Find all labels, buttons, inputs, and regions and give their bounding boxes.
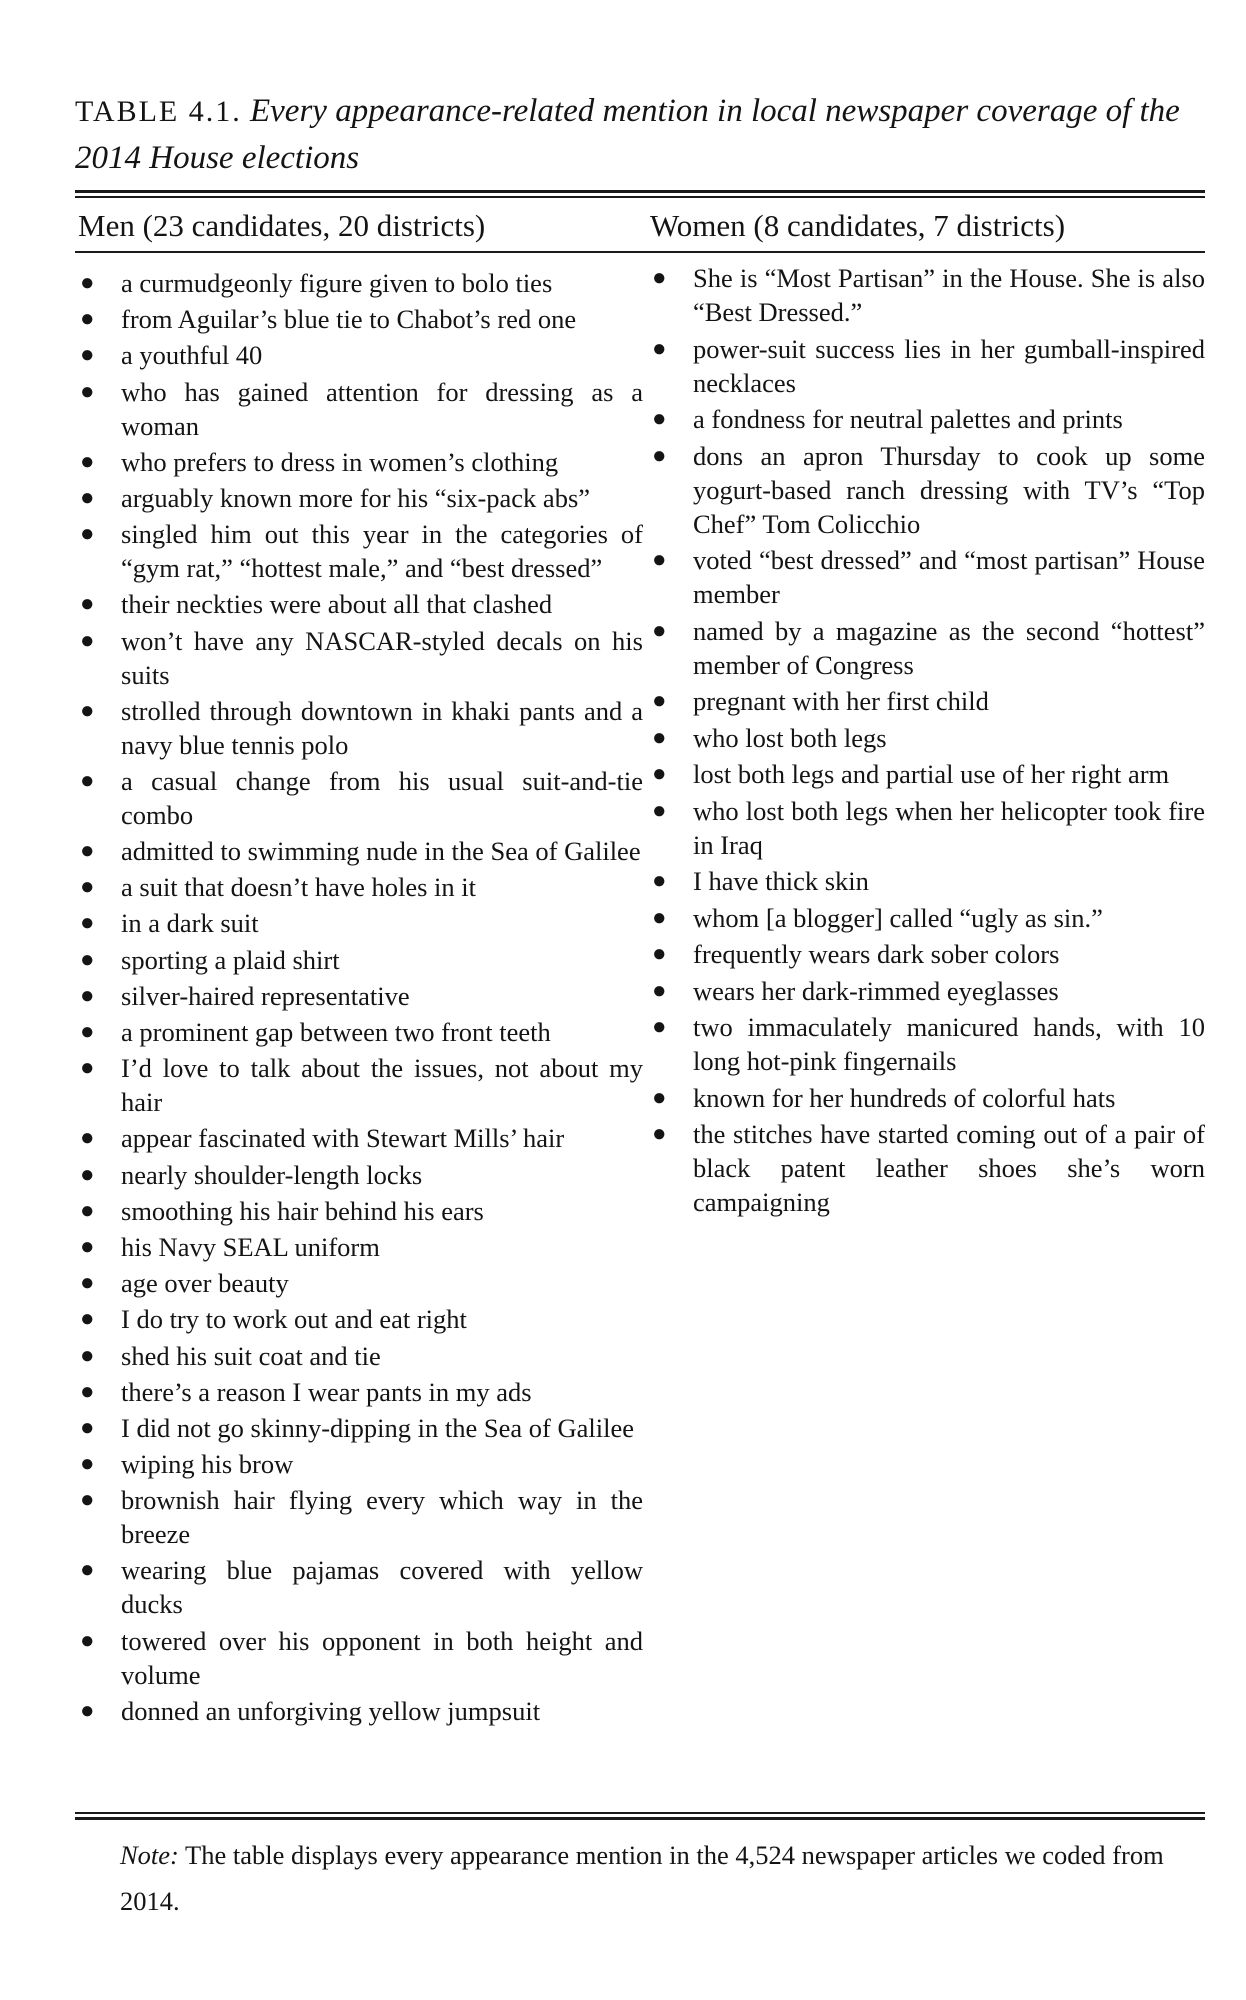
bullet-icon: ● bbox=[652, 406, 667, 432]
list-item-text: wiping his brow bbox=[121, 1449, 294, 1480]
bullet-icon: ● bbox=[80, 521, 95, 548]
bullet-icon: ● bbox=[80, 306, 95, 333]
list-item-text: frequently wears dark sober colors bbox=[693, 939, 1060, 969]
list-item bbox=[78, 1411, 643, 1445]
bullet-icon: ● bbox=[652, 1014, 667, 1040]
bullet-icon: ● bbox=[652, 1084, 667, 1111]
list-item bbox=[650, 794, 1205, 862]
list-item bbox=[650, 757, 1205, 791]
bullet-icon: ● bbox=[652, 868, 667, 894]
women-column-heading: Women (8 candidates, 7 districts) bbox=[650, 208, 1066, 243]
list-item-text: lost both legs and partial use of her right arm bbox=[693, 759, 1170, 789]
list-item-text: named by a magazine as the second “hottest” member of Congress bbox=[693, 615, 1205, 680]
bullet-icon: ● bbox=[80, 1342, 95, 1369]
list-item bbox=[650, 1010, 1205, 1078]
list-item-text: the stitches have started coming out of a pair of black patent leather shoes she’s worn campaigning bbox=[693, 1119, 1205, 1217]
bullet-icon: ● bbox=[652, 688, 667, 714]
list-item-text: singled him out this year in the categories of “gym rat,” “hottest male,” and “best dressed” bbox=[121, 519, 643, 584]
list-item bbox=[78, 375, 643, 443]
bullet-icon: ● bbox=[80, 270, 95, 296]
list-item-text: his Navy SEAL uniform bbox=[121, 1231, 380, 1262]
list-item bbox=[78, 445, 643, 479]
list-item-text: strolled through downtown in khaki pants and a navy blue tennis polo bbox=[121, 695, 643, 760]
list-item bbox=[650, 864, 1205, 898]
list-item-text: a casual change from his usual suit-and-tie combo bbox=[121, 765, 643, 830]
list-item bbox=[78, 624, 643, 692]
list-item bbox=[650, 937, 1205, 971]
list-item bbox=[650, 721, 1205, 755]
list-item bbox=[78, 1194, 643, 1228]
list-item bbox=[78, 1266, 643, 1300]
bullet-icon: ● bbox=[80, 767, 95, 794]
list-item bbox=[650, 901, 1205, 935]
bullet-icon: ● bbox=[80, 1197, 95, 1224]
note-text: The table displays every appearance mention in the 4,524 newspaper articles we coded from 2014. bbox=[120, 1840, 1164, 1916]
list-item-text: She is “Most Partisan” in the House. She is also “Best Dressed.” bbox=[693, 263, 1205, 327]
list-item bbox=[78, 481, 643, 515]
list-item bbox=[650, 1117, 1205, 1219]
list-item-text: won’t have any NASCAR-styled decals on his suits bbox=[121, 625, 643, 690]
list-item-text: silver-haired representative bbox=[121, 980, 410, 1011]
bullet-icon: ● bbox=[80, 342, 95, 369]
bullet-icon: ● bbox=[80, 1487, 95, 1514]
list-item-text: shed his suit coat and tie bbox=[121, 1340, 381, 1371]
list-item bbox=[650, 684, 1205, 718]
bullet-icon: ● bbox=[80, 1233, 95, 1260]
bullet-icon: ● bbox=[652, 265, 667, 291]
header-rule bbox=[75, 251, 1205, 253]
list-item-text: pregnant with her first child bbox=[693, 686, 989, 716]
list-item bbox=[78, 694, 643, 762]
list-item bbox=[650, 439, 1205, 541]
bullet-icon: ● bbox=[80, 1697, 95, 1724]
list-item-text: smoothing his hair behind his ears bbox=[121, 1195, 484, 1226]
bullet-icon: ● bbox=[652, 904, 667, 931]
bullet-icon: ● bbox=[80, 1451, 95, 1478]
bullet-icon: ● bbox=[80, 697, 95, 724]
list-item bbox=[650, 332, 1205, 400]
table-caption bbox=[75, 88, 1205, 181]
list-item bbox=[78, 1230, 643, 1264]
bullet-icon: ● bbox=[80, 378, 95, 405]
list-item bbox=[78, 1302, 643, 1336]
list-item-text: who has gained attention for dressing as a woman bbox=[121, 376, 643, 441]
bullet-icon: ● bbox=[80, 838, 95, 865]
list-item-text: I do try to work out and eat right bbox=[121, 1304, 467, 1335]
list-item-text: a suit that doesn’t have holes in it bbox=[121, 872, 476, 903]
list-item bbox=[78, 943, 643, 977]
bullet-icon: ● bbox=[80, 1414, 95, 1441]
list-item bbox=[650, 1081, 1205, 1115]
bullet-icon: ● bbox=[80, 1557, 95, 1584]
list-item bbox=[650, 402, 1205, 436]
list-item-text: towered over his opponent in both height and volume bbox=[121, 1625, 643, 1690]
bullet-icon: ● bbox=[80, 448, 95, 475]
list-item bbox=[78, 1375, 643, 1409]
list-item-text: power-suit success lies in her gumball-inspired necklaces bbox=[693, 333, 1205, 398]
bullet-icon: ● bbox=[80, 1270, 95, 1297]
list-item bbox=[78, 338, 643, 372]
bullet-icon: ● bbox=[652, 442, 667, 469]
table-label: TABLE 4.1. bbox=[75, 95, 242, 128]
list-item bbox=[78, 1624, 643, 1692]
table-note bbox=[120, 1832, 1205, 1924]
list-item-text: age over beauty bbox=[121, 1268, 289, 1299]
list-item bbox=[650, 543, 1205, 611]
list-item bbox=[78, 517, 643, 585]
list-item bbox=[78, 906, 643, 940]
bullet-icon: ● bbox=[652, 941, 667, 967]
bullet-icon: ● bbox=[652, 797, 667, 824]
list-item bbox=[78, 266, 643, 300]
bullet-icon: ● bbox=[652, 335, 667, 362]
list-item-text: who prefers to dress in women’s clothing bbox=[121, 446, 559, 477]
list-item bbox=[78, 1483, 643, 1551]
men-list bbox=[78, 266, 643, 1730]
men-column-heading: Men (23 candidates, 20 districts) bbox=[78, 208, 486, 243]
bullet-icon: ● bbox=[652, 761, 667, 787]
list-item-text: wearing blue pajamas covered with yellow ducks bbox=[121, 1555, 643, 1620]
list-item-text: wears her dark-rimmed eyeglasses bbox=[693, 975, 1059, 1006]
bullet-icon: ● bbox=[80, 982, 95, 1009]
list-item bbox=[78, 1158, 643, 1192]
list-item-text: who lost both legs bbox=[693, 722, 887, 753]
bullet-icon: ● bbox=[652, 617, 667, 644]
list-item bbox=[78, 1447, 643, 1481]
list-item-text: a youthful 40 bbox=[121, 340, 263, 371]
bullet-icon: ● bbox=[80, 1125, 95, 1152]
women-list bbox=[650, 261, 1205, 1222]
list-item bbox=[650, 261, 1205, 329]
bullet-icon: ● bbox=[80, 1378, 95, 1405]
list-item-text: a curmudgeonly figure given to bolo ties bbox=[121, 268, 553, 298]
list-item-text: admitted to swimming nude in the Sea of Galilee bbox=[121, 836, 641, 867]
list-item-text: dons an apron Thursday to cook up some yogurt-based ranch dressing with TV’s “Top Chef” Tom Colicchio bbox=[693, 440, 1205, 539]
bottom-rule-thin bbox=[75, 1812, 1205, 1814]
bullet-icon: ● bbox=[80, 1627, 95, 1654]
list-item bbox=[78, 1339, 643, 1373]
bullet-icon: ● bbox=[80, 484, 95, 511]
list-item bbox=[78, 1051, 643, 1119]
list-item-text: I’d love to talk about the issues, not about my hair bbox=[121, 1053, 643, 1118]
list-item-text: arguably known more for his “six-pack abs” bbox=[121, 482, 591, 513]
list-item bbox=[650, 974, 1205, 1008]
bullet-icon: ● bbox=[80, 627, 95, 654]
list-item-text: a fondness for neutral palettes and prints bbox=[693, 404, 1123, 434]
list-item bbox=[78, 1694, 643, 1728]
bullet-icon: ● bbox=[80, 874, 95, 901]
list-item-text: who lost both legs when her helicopter took fire in Iraq bbox=[693, 795, 1205, 860]
bottom-rule bbox=[75, 1817, 1205, 1820]
bullet-icon: ● bbox=[652, 724, 667, 751]
bullet-icon: ● bbox=[652, 547, 667, 573]
list-item-text: I have thick skin bbox=[693, 866, 869, 896]
bullet-icon: ● bbox=[80, 1019, 95, 1045]
list-item bbox=[78, 870, 643, 904]
list-item-text: sporting a plaid shirt bbox=[121, 944, 340, 975]
bullet-icon: ● bbox=[80, 1055, 95, 1082]
note-label: Note: bbox=[120, 1840, 179, 1870]
list-item-text: voted “best dressed” and “most partisan” House member bbox=[693, 545, 1205, 609]
list-item-text: from Aguilar’s blue tie to Chabot’s red one bbox=[121, 304, 577, 335]
list-item bbox=[650, 614, 1205, 682]
list-item-text: a prominent gap between two front teeth bbox=[121, 1017, 551, 1047]
list-item-text: brownish hair flying every which way in the breeze bbox=[121, 1485, 643, 1550]
bullet-icon: ● bbox=[652, 1121, 667, 1147]
list-item bbox=[78, 587, 643, 621]
list-item bbox=[78, 302, 643, 336]
table-title: Every appearance-related mention in local newspaper coverage of the 2014 House elections bbox=[75, 93, 1180, 176]
bullet-icon: ● bbox=[80, 591, 95, 618]
list-item bbox=[78, 1015, 643, 1049]
bullet-icon: ● bbox=[80, 946, 95, 973]
list-item-text: in a dark suit bbox=[121, 908, 259, 939]
list-item bbox=[78, 834, 643, 868]
bullet-icon: ● bbox=[80, 1161, 95, 1188]
list-item-text: appear fascinated with Stewart Mills’ hair bbox=[121, 1123, 565, 1154]
list-item-text: there’s a reason I wear pants in my ads bbox=[121, 1376, 532, 1407]
list-item bbox=[78, 764, 643, 832]
bullet-icon: ● bbox=[80, 910, 95, 937]
list-item bbox=[78, 1121, 643, 1155]
list-item-text: nearly shoulder-length locks bbox=[121, 1159, 423, 1190]
bullet-icon: ● bbox=[652, 977, 667, 1004]
list-item-text: two immaculately manicured hands, with 10 long hot-pink fingernails bbox=[693, 1012, 1205, 1076]
list-item-text: donned an unforgiving yellow jumpsuit bbox=[121, 1695, 541, 1726]
bullet-icon: ● bbox=[80, 1306, 95, 1333]
list-item-text: their neckties were about all that clashed bbox=[121, 589, 553, 620]
list-item-text: I did not go skinny-dipping in the Sea of Galilee bbox=[121, 1412, 634, 1443]
top-rule-thin bbox=[75, 196, 1205, 198]
list-item-text: known for her hundreds of colorful hats bbox=[693, 1082, 1116, 1113]
list-item bbox=[78, 1553, 643, 1621]
list-item bbox=[78, 979, 643, 1013]
list-item-text: whom [a blogger] called “ugly as sin.” bbox=[693, 902, 1103, 933]
top-rule bbox=[75, 190, 1205, 193]
